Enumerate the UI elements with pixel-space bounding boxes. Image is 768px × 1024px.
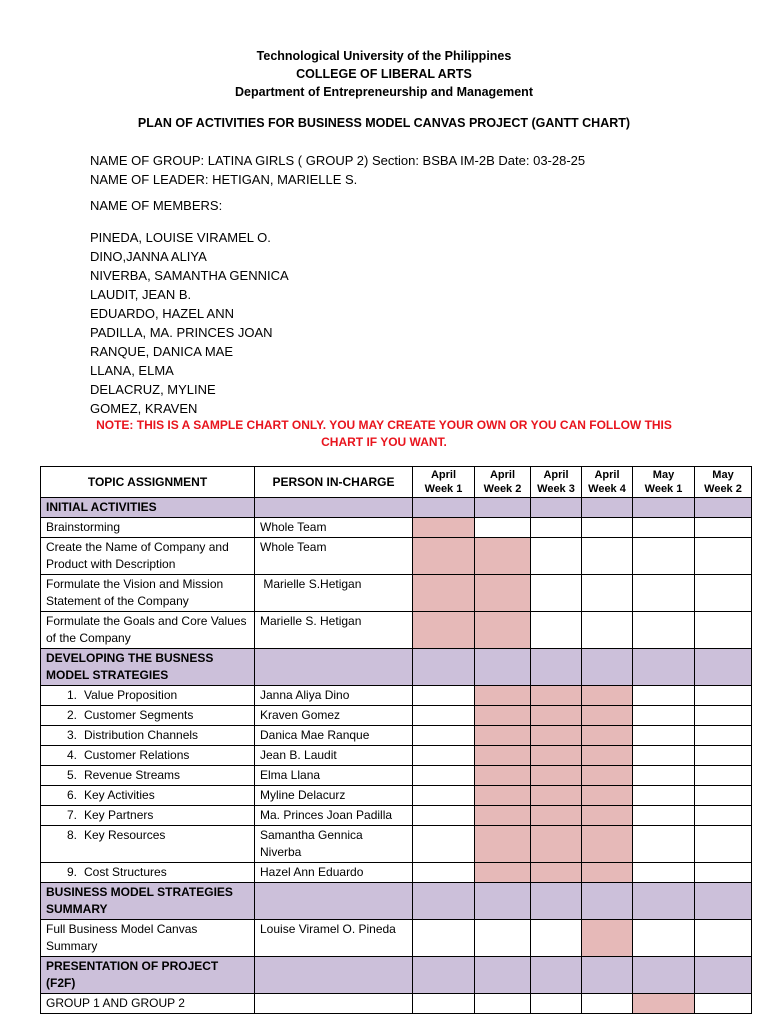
week-header: May Week 2 [695,467,752,498]
member-item: GOMEZ, KRAVEN [90,401,198,416]
week-cell [695,686,752,706]
week-cell-active [582,806,633,826]
week-cell [695,612,752,649]
week-cell-active [475,538,531,575]
topic-cell [41,920,255,957]
week-cell-active [582,686,633,706]
topic-text: Create the Name of Company and Product with Description [46,540,229,571]
week-cell [531,575,582,612]
week-cell-active [531,863,582,883]
week-cell [695,575,752,612]
gantt-body [41,498,752,1014]
table-row [41,826,752,863]
section-row [41,957,752,994]
topic-text: Distribution Channels [84,728,199,742]
table-header-row [41,467,752,498]
week-cell-active [413,612,475,649]
week-cell [695,649,752,686]
week-cell [413,498,475,518]
week-cell [695,883,752,920]
topic-cell [41,863,255,883]
week-cell [413,957,475,994]
week-cell-active [475,863,531,883]
week-cell-active [531,826,582,863]
topic-text: DEVELOPING THE BUSNESS MODEL STRATEGIES [46,651,214,682]
sample-note [0,417,768,451]
note-line-2: CHART IF YOU WANT. [321,435,447,449]
week-cell [695,498,752,518]
topic-cell [41,957,255,994]
week-cell [695,806,752,826]
week-cell-active [475,766,531,786]
week-cell [475,498,531,518]
note-line-1: NOTE: THIS IS A SAMPLE CHART ONLY. YOU MAY CREATE YOUR OWN OR YOU CAN FOLLOW THIS [96,418,672,432]
week-cell [633,957,695,994]
topic-text: Cost Structures [84,865,167,879]
member-item: PADILLA, MA. PRINCES JOAN [90,325,273,340]
topic-header: TOPIC ASSIGNMENT [41,467,255,498]
person-cell: Janna Aliya Dino [255,686,413,706]
week-cell [633,920,695,957]
week-cell-active [582,920,633,957]
topic-number: 4. [66,748,77,762]
week-cell [413,786,475,806]
person-cell: Whole Team [255,518,413,538]
week-cell-active [582,863,633,883]
week-cell-active [475,746,531,766]
week-cell-active [413,518,475,538]
week-cell [633,806,695,826]
week-cell [633,612,695,649]
topic-cell [41,538,255,575]
week-header: April Week 1 [413,467,475,498]
week-cell [413,649,475,686]
week-cell [695,957,752,994]
week-cell [633,538,695,575]
topic-cell [41,612,255,649]
week-cell [475,883,531,920]
week-cell-active [475,612,531,649]
week-cell [695,920,752,957]
member-item: RANQUE, DANICA MAE [90,344,234,359]
week-cell-active [531,686,582,706]
table-row [41,806,752,826]
week-cell [475,649,531,686]
week-cell-active [582,826,633,863]
week-cell [582,957,633,994]
table-row [41,575,752,612]
week-cell-active [582,726,633,746]
week-cell-active [413,538,475,575]
topic-text: Value Proposition [84,688,178,702]
topic-cell [41,826,255,863]
week-cell [582,575,633,612]
week-cell [413,766,475,786]
week-cell [413,883,475,920]
table-row [41,518,752,538]
topic-cell [41,706,255,726]
member-item: DINO,JANNA ALIYA [90,249,207,264]
table-row [41,920,752,957]
week-cell [633,575,695,612]
person-cell: Ma. Princes Joan Padilla [255,806,413,826]
week-cell-active [531,766,582,786]
week-cell-active [633,994,695,1014]
week-cell-active [582,706,633,726]
plan-title: PLAN OF ACTIVITIES FOR BUSINESS MODEL CANVAS PROJECT (GANTT CHART) [137,116,631,130]
person-cell [255,498,413,518]
week-cell [582,649,633,686]
week-cell [413,826,475,863]
week-cell [633,686,695,706]
week-cell [695,538,752,575]
table-row [41,706,752,726]
document-header [0,47,768,101]
topic-text: Full Business Model Canvas Summary [46,922,198,953]
topic-text: Brainstorming [46,520,121,534]
member-item: LLANA, ELMA [90,363,174,378]
week-cell-active [531,706,582,726]
topic-cell [41,766,255,786]
members-list [90,228,289,418]
topic-text: Customer Relations [84,748,190,762]
person-cell: Danica Mae Ranque [255,726,413,746]
week-cell-active [531,726,582,746]
week-cell [475,957,531,994]
week-cell-active [531,786,582,806]
topic-number: 1. [66,688,77,702]
topic-cell [41,686,255,706]
week-cell-active [475,706,531,726]
topic-text: Formulate the Vision and Mission Statement of the Company [46,577,224,608]
member-item: LAUDIT, JEAN B. [90,287,192,302]
week-cell [633,746,695,766]
section-row [41,649,752,686]
topic-text: Key Resources [84,828,166,842]
table-row [41,746,752,766]
week-cell [475,518,531,538]
table-row [41,686,752,706]
table-row [41,538,752,575]
member-item: PINEDA, LOUISE VIRAMEL O. [90,230,271,245]
table-row [41,726,752,746]
person-cell: Elma Llana [255,766,413,786]
person-cell: Marielle S.Hetigan [255,575,413,612]
week-cell [531,649,582,686]
week-cell [633,883,695,920]
topic-cell [41,498,255,518]
member-item: NIVERBA, SAMANTHA GENNICA [90,268,289,283]
topic-text: Customer Segments [84,708,194,722]
week-cell-active [475,726,531,746]
topic-number: 2. [66,708,77,722]
week-cell [582,612,633,649]
week-cell [633,726,695,746]
week-cell [413,726,475,746]
week-cell [633,786,695,806]
week-cell-active [582,746,633,766]
person-cell [255,994,413,1014]
table-row [41,994,752,1014]
topic-number: 5. [66,768,77,782]
topic-cell [41,994,255,1014]
group-info [90,151,585,189]
person-cell: Kraven Gomez [255,706,413,726]
week-cell [582,518,633,538]
person-cell [255,649,413,686]
topic-text: GROUP 1 AND GROUP 2 [46,996,185,1010]
members-label: NAME OF MEMBERS: [90,198,223,213]
week-cell-active [531,806,582,826]
week-cell-active [531,746,582,766]
section-row [41,883,752,920]
week-cell [531,518,582,538]
week-cell-active [582,766,633,786]
week-cell [475,994,531,1014]
section-row [41,498,752,518]
topic-text: PRESENTATION OF PROJECT (F2F) [46,959,219,990]
person-cell: Jean B. Laudit [255,746,413,766]
week-cell [695,994,752,1014]
topic-text: BUSINESS MODEL STRATEGIES SUMMARY [46,885,233,916]
table-row [41,766,752,786]
person-cell: Louise Viramel O. Pineda [255,920,413,957]
member-item: EDUARDO, HAZEL ANN [90,306,234,321]
person-header: PERSON IN-CHARGE [255,467,413,498]
topic-number: 9. [66,865,77,879]
week-cell [413,746,475,766]
person-cell: Myline Delacurz [255,786,413,806]
department-name: Department of Entrepreneurship and Management [235,85,533,99]
week-header: April Week 3 [531,467,582,498]
week-cell [633,863,695,883]
topic-cell [41,518,255,538]
week-cell [413,863,475,883]
leader-line: NAME OF LEADER: HETIGAN, MARIELLE S. [90,172,358,187]
topic-text: Formulate the Goals and Core Values of the Company [46,614,247,645]
week-cell [633,518,695,538]
week-cell [695,746,752,766]
week-cell-active [475,806,531,826]
week-cell [633,826,695,863]
week-cell [695,726,752,746]
week-cell [531,883,582,920]
week-cell [695,826,752,863]
week-cell [413,686,475,706]
week-cell [531,498,582,518]
week-cell [531,920,582,957]
university-name: Technological University of the Philippines [256,49,512,63]
week-cell [633,706,695,726]
week-cell [633,766,695,786]
week-cell [413,706,475,726]
table-row [41,612,752,649]
week-cell [413,920,475,957]
gantt-table [40,466,752,1014]
week-cell [582,994,633,1014]
week-cell [413,994,475,1014]
week-cell [531,994,582,1014]
group-line: NAME OF GROUP: LATINA GIRLS ( GROUP 2) Section: BSBA IM-2B Date: 03-28-25 [90,153,586,168]
topic-cell [41,786,255,806]
week-cell [531,538,582,575]
topic-text: INITIAL ACTIVITIES [46,500,157,514]
topic-text: Revenue Streams [84,768,181,782]
person-cell: Hazel Ann Eduardo [255,863,413,883]
week-cell-active [475,826,531,863]
week-cell [413,806,475,826]
week-cell [695,706,752,726]
topic-cell [41,746,255,766]
topic-number: 7. [66,808,77,822]
week-header: April Week 4 [582,467,633,498]
week-cell [531,612,582,649]
week-cell-active [475,575,531,612]
topic-number: 6. [66,788,77,802]
person-cell: Samantha Gennica Niverba [255,826,413,863]
topic-cell [41,726,255,746]
topic-cell [41,575,255,612]
week-cell-active [413,575,475,612]
table-row [41,863,752,883]
college-name: COLLEGE OF LIBERAL ARTS [296,67,472,81]
member-item: DELACRUZ, MYLINE [90,382,216,397]
topic-cell [41,806,255,826]
person-cell [255,957,413,994]
person-cell [255,883,413,920]
week-cell [582,883,633,920]
topic-cell [41,649,255,686]
week-cell-active [582,786,633,806]
person-cell: Whole Team [255,538,413,575]
week-cell [695,863,752,883]
week-cell [531,957,582,994]
person-cell: Marielle S. Hetigan [255,612,413,649]
week-cell [582,498,633,518]
topic-text: Key Partners [84,808,154,822]
topic-text: Key Activities [84,788,155,802]
week-cell [695,766,752,786]
week-cell [582,538,633,575]
topic-number: 3. [66,728,77,742]
table-row [41,786,752,806]
week-cell-active [475,686,531,706]
topic-number: 8. [66,828,77,842]
week-cell [633,498,695,518]
week-cell [695,518,752,538]
week-header: April Week 2 [475,467,531,498]
week-cell [475,920,531,957]
week-cell [633,649,695,686]
week-header: May Week 1 [633,467,695,498]
week-cell [695,786,752,806]
topic-cell [41,883,255,920]
week-cell-active [475,786,531,806]
